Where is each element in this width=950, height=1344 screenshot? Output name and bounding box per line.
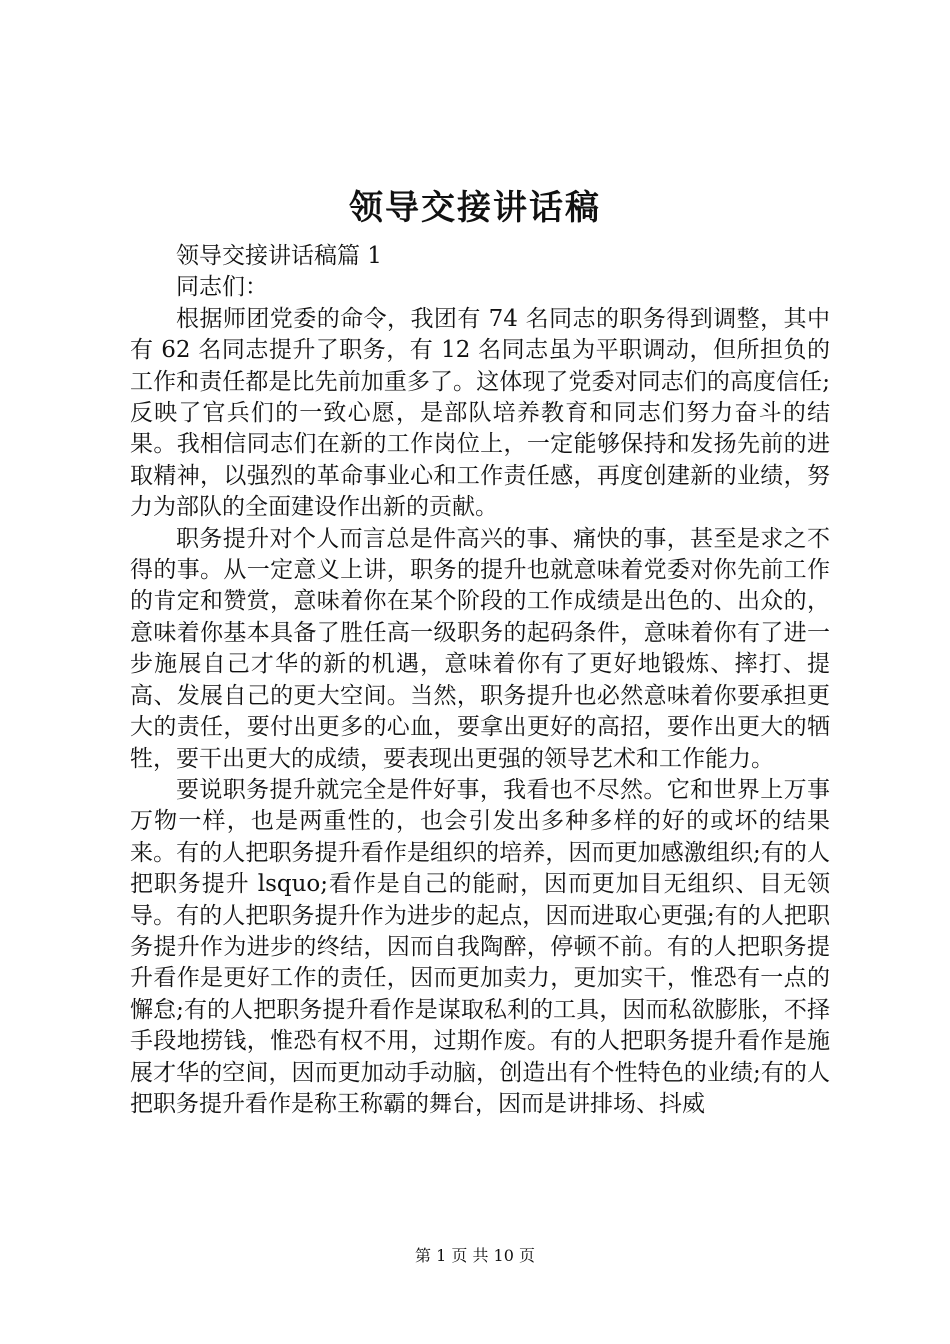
paragraph-1: 根据师团党委的命令，我团有 74 名同志的职务得到调整，其中有 62 名同志提升了职务，有 12 名同志虽为平职调动，但所担负的工作和责任都是比先前加重多了。这体现了党委对同志们的高度信任;反映了官兵们的一致心愿，是部队培养教育和同志们努力奋斗的结果。我相信同志们在新的工作岗位上，一定能够保持和发扬先前的进取精神，以强烈的革命事业心和工作责任感，再度创建新的业绩，努力为部队的全面建设作出新的贡献。 [130, 305, 830, 521]
salutation: 同志们： [176, 274, 268, 301]
paragraph-2: 职务提升对个人而言总是件高兴的事、痛快的事，甚至是求之不得的事。从一定意义上讲，职务的提升也就意味着党委对你先前工作的肯定和赞赏，意味着你在某个阶段的工作成绩是出色的、出众的，意味着你基本具备了胜任高一级职务的起码条件，意味着你有了进一步施展自己才华的新的机遇，意味着你有了更好地锻炼、摔打、提高、发展自己的更大空间。当然，职务提升也必然意味着你要承担更大的责任，要付出更多的心血，要拿出更好的高招，要作出更大的牺牲，要干出更大的成绩，要表现出更强的领导艺术和工作能力。 [130, 525, 830, 772]
page-footer: 第 1 页 共 10 页 [415, 1246, 535, 1265]
paragraph-3: 要说职务提升就完全是件好事，我看也不尽然。它和世界上万事万物一样，也是两重性的，也会引发出多种多样的好的或坏的结果来。有的人把职务提升看作是组织的培养，因而更加感激组织;有的人把职务提升 lsquo;看作是自己的能耐，因而更加目无组织、目无领导。有的人把职务提升作为进步的起点，因而进取心更强;有的人把职务提升作为进步的终结，因而自我陶醉，停顿不前。有的人把职务提升看作是更好工作的责任，因而更加卖力，更加实干，惟恐有一点的懈怠;有的人把职务提升看作是谋取私利的工具，因而私欲膨胀，不择手段地捞钱，惟恐有权不用，过期作废。有的人把职务提升看作是施展才华的空间，因而更加动手动脑，创造出有个性特色的业绩;有的人把职务提升看作是称王称霸的舞台，因而是讲排场、抖威 [130, 776, 830, 1117]
document-body [130, 241, 830, 1120]
document-title: 领导交接讲话稿 [349, 188, 601, 228]
section-subtitle: 领导交接讲话稿篇 1 [176, 243, 382, 269]
